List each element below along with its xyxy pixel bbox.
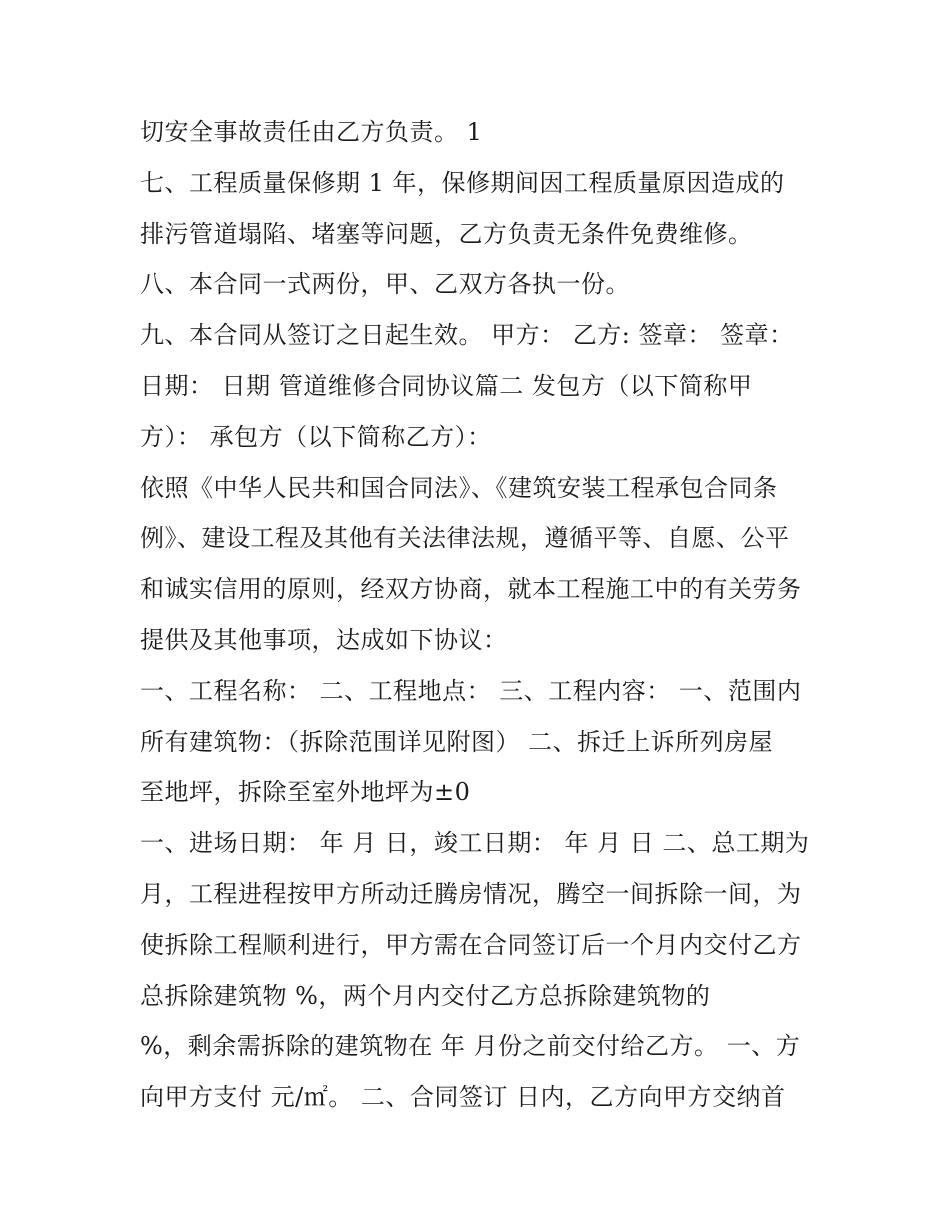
text-line: 排污管道塌陷、堵塞等问题，乙方负责无条件免费维修。	[140, 219, 753, 248]
text-line: 依照《中华人民共和国合同法》、《建筑安装工程承包合同条	[140, 473, 778, 502]
text-line: 八、本合同一式两份，甲、乙双方各执一份。	[140, 270, 630, 299]
text-line: 七、工程质量保修期 1 年，保修期间因工程质量原因造成的	[140, 168, 785, 197]
text-line: 切安全事故责任由乙方负责。 1	[140, 118, 483, 146]
text-line: 月，工程进程按甲方所动迁腾房情况，腾空一间拆除一间，为	[140, 879, 802, 908]
text-line: 例》、建设工程及其他有关法律法规，遵循平等、自愿、公平	[140, 524, 790, 553]
text-line: 一、工程名称： 二、工程地点： 三、工程内容： 一、范围内	[140, 676, 802, 705]
text-line: 方）： 承包方（以下简称乙方）：	[140, 422, 492, 451]
text-line: 和诚实信用的原则，经双方协商，就本工程施工中的有关劳务	[140, 575, 802, 604]
text-line: 日期： 日期 管道维修合同协议篇二 发包方（以下简称甲	[140, 371, 753, 400]
text-line: 九、本合同从签订之日起生效。 甲方： 乙方: 签章： 签章：	[140, 321, 794, 350]
text-line: 向甲方支付 元/㎡。 二、合同签订 日内，乙方向甲方交纳首	[140, 1083, 786, 1112]
document-body	[140, 107, 820, 1123]
text-line: 一、进场日期： 年 月 日，竣工日期： 年 月 日 二、总工期为	[140, 829, 810, 858]
text-line: 至地坪，拆除至室外地坪为±0	[140, 778, 471, 807]
text-line: %，剩余需拆除的建筑物在 年 月份之前交付给乙方。 一、方	[140, 1032, 801, 1061]
text-line: 提供及其他事项，达成如下协议：	[140, 625, 508, 654]
text-line: 所有建筑物：（拆除范围详见附图） 二、拆迁上诉所列房屋	[140, 727, 774, 756]
text-line: 总拆除建筑物 %，两个月内交付乙方总拆除建筑物的	[140, 981, 711, 1010]
text-line: 使拆除工程顺利进行，甲方需在合同签订后一个月内交付乙方	[140, 930, 802, 959]
